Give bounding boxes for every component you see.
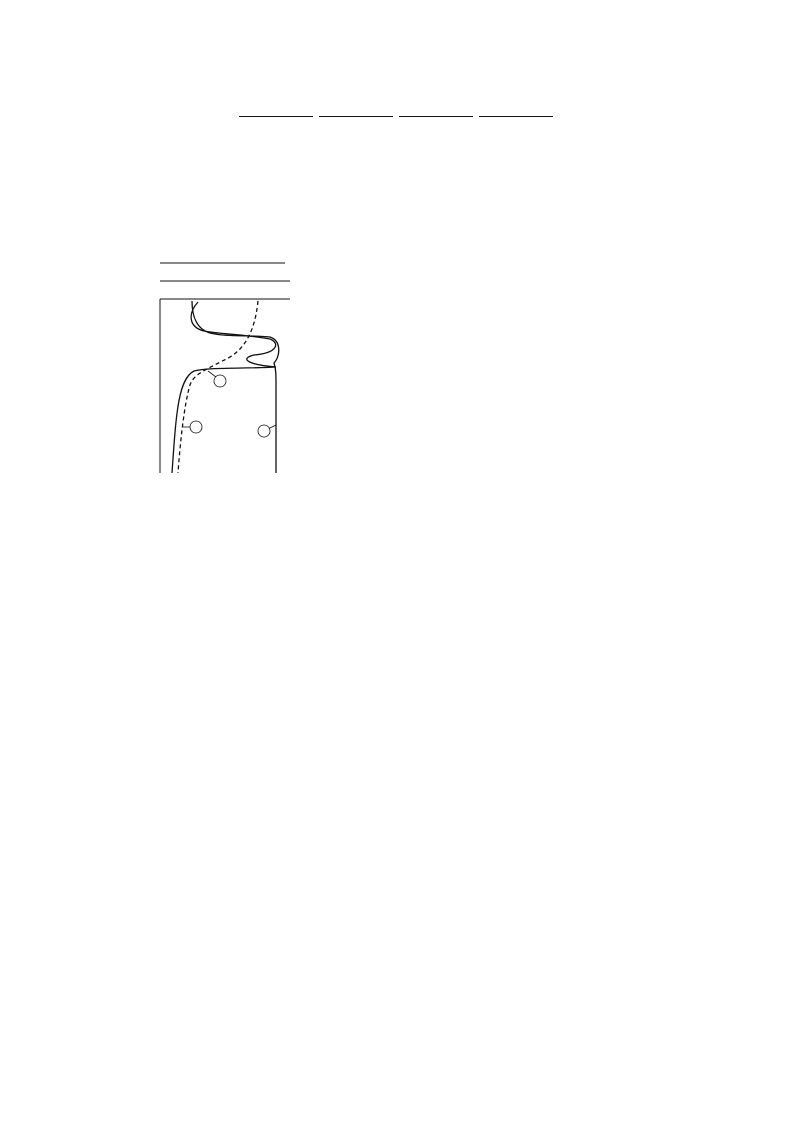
label-3-circle [190, 421, 202, 433]
exam-no-blank [479, 116, 553, 117]
class-blank [399, 116, 473, 117]
vertical-profile-diagram [130, 245, 430, 481]
curve-1 [172, 302, 276, 473]
profile-svg [130, 245, 430, 477]
curve-2 [192, 301, 279, 473]
student-info-line [0, 102, 794, 117]
name-blank [319, 116, 393, 117]
label-1-leader [208, 371, 216, 377]
school-blank [239, 116, 313, 117]
label-2-circle [258, 425, 270, 437]
label-1-circle [214, 375, 226, 387]
